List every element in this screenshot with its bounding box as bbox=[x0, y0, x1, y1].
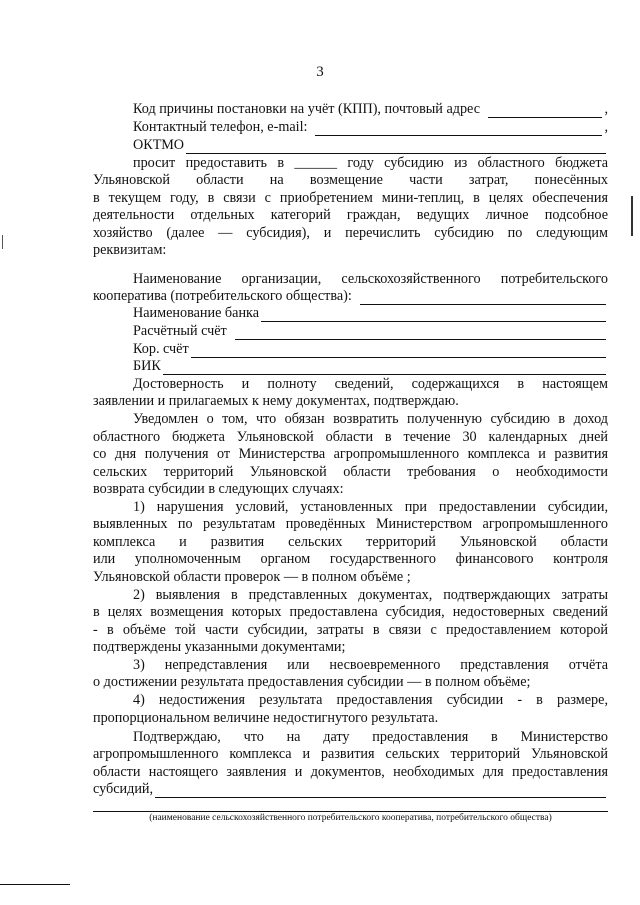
kpp-address-line bbox=[93, 101, 608, 118]
paragraph-line: области настоящего заявления и документов, необходимых для предоставления bbox=[93, 764, 608, 780]
list-item-line: комплекса и развития сельских территорий Ульяновской области bbox=[93, 534, 608, 550]
kpp-address-blank[interactable] bbox=[488, 105, 602, 118]
page-number: 3 bbox=[316, 64, 324, 80]
bik-blank[interactable] bbox=[163, 362, 606, 375]
kpp-address-label: Код причины постановки на учёт (КПП), почтовый адрес bbox=[133, 101, 481, 117]
org-name-field-line bbox=[93, 288, 608, 305]
paragraph-line: просит предоставить в ______ году субсидию из областного бюджета bbox=[133, 155, 608, 171]
paragraph-line: Достоверность и полноту сведений, содержащихся в настоящем bbox=[133, 376, 608, 392]
subsidy-blank[interactable] bbox=[155, 785, 606, 798]
phone-email-blank[interactable] bbox=[315, 123, 602, 136]
org-name-signature-blank[interactable] bbox=[93, 811, 608, 812]
subsidy-line bbox=[93, 781, 608, 798]
org-name-label: кооператива (потребительского общества): bbox=[93, 288, 352, 304]
scan-edge-tick bbox=[2, 235, 3, 249]
paragraph-line: заявлении и прилагаемых к нему документах, подтверждаю. bbox=[93, 393, 459, 409]
scan-edge-mark bbox=[631, 196, 633, 236]
paragraph-line: сельских территорий Ульяновской области требования о необходимости bbox=[93, 464, 608, 480]
paragraph-line: Уведомлен о том, что обязан возвратить полученную субсидию в доход bbox=[133, 411, 608, 427]
account-blank[interactable] bbox=[235, 327, 606, 340]
phone-email-line bbox=[93, 119, 608, 136]
bik-label: БИК bbox=[133, 358, 161, 374]
list-item-line: о достижении результата предоставления субсидии — в полном объёме; bbox=[93, 674, 531, 690]
list-item-line: 4) недостижения результата предоставления субсидии - в размере, bbox=[133, 692, 608, 708]
list-item-line: 1) нарушения условий, установленных при предоставлении субсидии, bbox=[133, 499, 608, 515]
paragraph-line: агропромышленного комплекса и развития сельских территорий Ульяновской bbox=[93, 746, 608, 762]
paragraph-line: реквизитам: bbox=[93, 242, 167, 258]
list-item-line: подтверждены указанными документами; bbox=[93, 639, 346, 655]
paragraph-line: со дня получения от Министерства агропромышленного комплекса и развития bbox=[93, 446, 608, 462]
org-name-line: Наименование организации, сельскохозяйственного потребительского bbox=[133, 271, 608, 287]
corr-account-blank[interactable] bbox=[191, 345, 606, 358]
list-item-line: пропорциональном величине недостигнутого результата. bbox=[93, 710, 439, 726]
bank-name-blank[interactable] bbox=[261, 309, 606, 322]
bank-name-line bbox=[93, 305, 608, 322]
paragraph-line: областного бюджета Ульяновской области в течение 30 календарных дней bbox=[93, 429, 608, 445]
paragraph-line: деятельности отдельных категорий граждан, ведущих личное подсобное bbox=[93, 207, 608, 223]
paragraph-line: Подтверждаю, что на дату предоставления в Министерство bbox=[133, 729, 608, 745]
corr-account-line bbox=[93, 341, 608, 358]
footnote-divider bbox=[0, 884, 70, 885]
corr-account-label: Кор. счёт bbox=[133, 341, 189, 357]
phone-email-comma: , bbox=[604, 119, 608, 135]
oktmo-blank[interactable] bbox=[186, 141, 606, 154]
org-name-blank[interactable] bbox=[360, 292, 606, 305]
list-item-line: 3) непредставления или несвоевременного представления отчёта bbox=[133, 657, 608, 673]
oktmo-label: ОКТМО bbox=[133, 137, 185, 153]
org-name-caption: (наименование сельскохозяйственного потребительского кооператива, потребительского общества) bbox=[149, 813, 552, 823]
list-item-line: выявленных по результатам проведённых Министерством агропромышленного bbox=[93, 516, 608, 532]
list-item-line: в целях возмещения которых предоставлена субсидия, недостоверных сведений bbox=[93, 604, 608, 620]
list-item-line: или уполномоченным органом государственного финансового контроля bbox=[93, 551, 608, 567]
paragraph-line: хозяйство (далее — субсидия), и перечислить субсидию по следующим bbox=[93, 225, 608, 241]
bank-name-label: Наименование банка bbox=[133, 305, 260, 321]
paragraph-line: в текущем году, в связи с приобретением мини-теплиц, в целях обеспечения bbox=[93, 190, 608, 206]
account-label: Расчётный счёт bbox=[133, 323, 227, 339]
phone-email-label: Контактный телефон, e-mail: bbox=[133, 119, 308, 135]
list-item-line: - в объёме той части субсидии, затраты в связи с предоставлением которой bbox=[93, 622, 608, 638]
oktmo-line bbox=[93, 137, 608, 154]
kpp-address-comma: , bbox=[604, 101, 608, 117]
account-line bbox=[93, 323, 608, 340]
list-item-line: Ульяновской области проверок — в полном объёме ; bbox=[93, 569, 411, 585]
list-item-line: 2) выявления в представленных документах, подтверждающих затраты bbox=[133, 587, 608, 603]
paragraph-line: возврата субсидии в следующих случаях: bbox=[93, 481, 344, 497]
subsidy-label: субсидий, bbox=[93, 781, 154, 797]
paragraph-line: Ульяновской области на возмещение части затрат, понесённых bbox=[93, 172, 608, 188]
bik-line bbox=[93, 358, 608, 375]
